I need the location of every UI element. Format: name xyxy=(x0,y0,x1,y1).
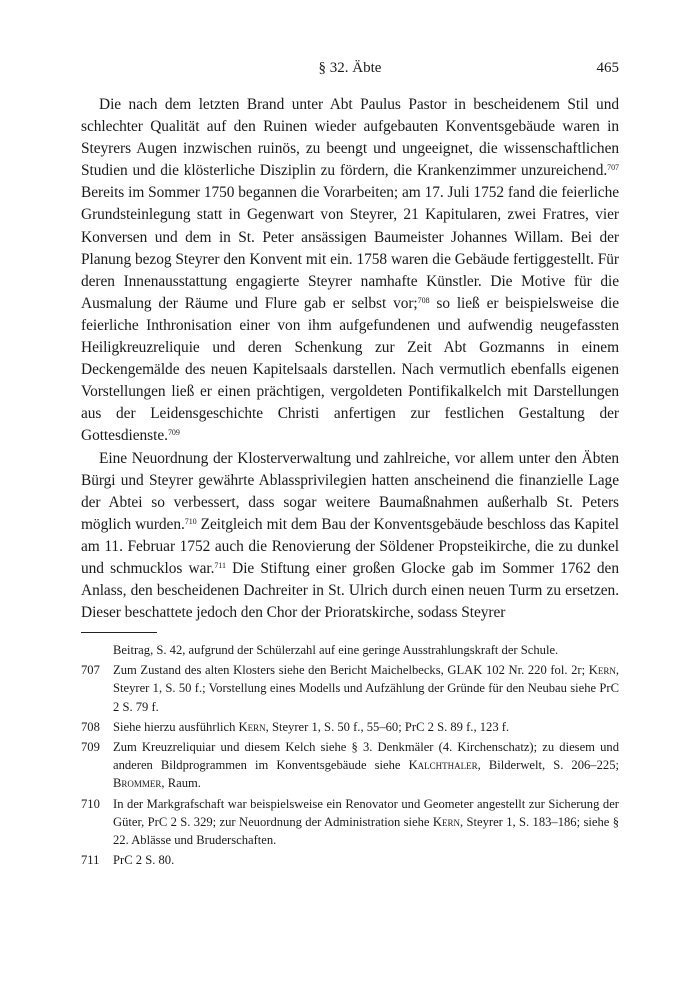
footnote-text: Zum Zustand des alten Klosters siehe den Bericht Maichelbecks, GLAK 102 Nr. 220 fol. 2r; xyxy=(113,663,589,678)
footnote-text: , Bilderwelt, S. 206–225; xyxy=(477,758,619,773)
book-page xyxy=(81,0,619,988)
footnote-ref-708[interactable]: 708 xyxy=(417,295,430,305)
author-name: Kern xyxy=(588,663,616,678)
running-title: § 32. Äbte xyxy=(318,60,382,76)
footnote-ref-711[interactable]: 711 xyxy=(214,560,226,570)
footnote-continued xyxy=(81,641,619,659)
footnote-ref-709[interactable]: 709 xyxy=(167,428,180,438)
paragraph-2 xyxy=(81,448,619,625)
author-name: Brommer xyxy=(113,776,162,791)
body-text xyxy=(81,94,619,624)
paragraph-text: Die Stiftung einer großen Glocke gab im Sommer 1762 den Anlass, den bescheidenen Dachreiter in St. Ulrich durch einen neuen Turm zu ersetzen. Dieser beschattete jedoch den Chor der Prioratskirche, sodass Steyrer xyxy=(81,559,619,622)
footnote-text: In der Markgrafschaft war beispielsweise ein Renovator und Geometer angestellt zur Sicherung der Güter, PrC 2 S. 329; zur Neuordnung der Administration siehe xyxy=(113,796,619,829)
author-name: Kern xyxy=(432,814,460,829)
footnote-text: , Steyrer 1, S. 183–186; siehe § 22. Ablässe und Bruderschaften. xyxy=(113,814,619,848)
footnote-708 xyxy=(81,718,619,736)
footnote-707 xyxy=(81,661,619,716)
footnote-ref-707[interactable]: 707 xyxy=(607,163,619,173)
author-name: Kalchthaler xyxy=(408,758,478,773)
page-number: 465 xyxy=(596,60,619,76)
author-name: Kern xyxy=(238,719,266,734)
footnote-number: 711 xyxy=(81,853,100,868)
footnote-711 xyxy=(81,851,619,869)
footnote-text: Zum Kreuzreliquiar und diesem Kelch siehe § 3. Denkmäler (4. Kirchenschatz); zu diesem und anderen Bildprogrammen im Konventsgebäude siehe xyxy=(113,740,619,773)
footnote-text: , Steyrer 1, S. 50 f., 55–60; PrC 2 S. 89 f., 123 f. xyxy=(265,719,510,734)
footnote-number: 710 xyxy=(81,796,100,811)
footnote-divider xyxy=(81,632,157,633)
footnote-text: , Raum. xyxy=(161,776,201,791)
footnote-text: , Steyrer 1, S. 50 f.; Vorstellung eines Modells und Aufzählung der Gründe für den Neubau siehe PrC 2 S. 79 f. xyxy=(113,663,619,714)
footnotes xyxy=(81,641,619,869)
footnote-text: PrC 2 S. 80. xyxy=(113,853,175,868)
footnote-number: 708 xyxy=(81,719,100,734)
footnote-text: Beitrag, S. 42, aufgrund der Schülerzahl auf eine geringe Ausstrahlungskraft der Schule. xyxy=(113,643,559,657)
footnote-number: 707 xyxy=(81,663,100,678)
footnote-number: 709 xyxy=(81,740,100,755)
paragraph-text: Zeitgleich mit dem Bau der Konventsgebäude beschloss das Kapitel am 11. Februar 1752 auch die Renovierung der Söldener Propsteikirche, die zu dunkel und schmucklos war. xyxy=(81,515,620,577)
paragraph-1 xyxy=(81,94,619,448)
paragraph-text: Bereits im Sommer 1750 begannen die Vorarbeiten; am 17. Juli 1752 fand die feierliche Grundsteinlegung statt in Gegenwart von Steyrer, 21 Kapitularen, zwei Fratres, vier Konversen und dem in St. Peter ansässigen Baumeister Johannes Willam. Bei der Planung bezog Steyrer den Konvent mit ein. 1758 waren die Gebäude fertiggestellt. Für deren Innenausstattung engagierte Steyrer namhafte Künstler. Die Motive für die Ausmalung der Räume und Flure gab er selbst vor; xyxy=(81,184,619,312)
paragraph-text: Die nach dem letzten Brand unter Abt Paulus Pastor in bescheidenem Stil und schlechter Qualität auf den Ruinen wieder aufgebauten Konventsgebäude waren in Steyrers Augen inzwischen ruinös, zu beengt und ungeeignet, die wissenschaftlichen Studien und die klösterliche Disziplin zu fördern, die Krankenzimmer unzureichend. xyxy=(81,96,619,180)
paragraph-text: Eine Neuordnung der Klosterverwaltung und zahlreiche, vor allem unter den Äbten Bürgi und Steyrer gewährte Ablassprivilegien hatten anscheinend die finanzielle Lage der Abtei so verbessert, dass sogar weitere Baumaßnahmen außerhalb St. Peters möglich wurden. xyxy=(81,449,619,533)
running-head xyxy=(81,60,619,82)
footnote-709 xyxy=(81,738,619,793)
footnote-text: Siehe hierzu ausführlich xyxy=(113,719,239,734)
footnote-710 xyxy=(81,795,619,850)
footnote-ref-710[interactable]: 710 xyxy=(184,516,197,526)
paragraph-text: so ließ er beispielsweise die feierliche Inthronisation einer von ihm aufgefundenen und aufwendig neugefassten Heiligkreuzreliquie und deren Schenkung zur Zeit Abt Gozmanns in einem Deckengemälde des neuen Kapitelsaals darstellen. Nach vermutlich ebenfalls eigenen Vorstellungen ließ er einen prächtigen, vergoldeten Pontifikalkelch mit Darstellungen aus der Leidensgeschichte Christi anfertigen zur festlichen Gestaltung der Gottesdienste. xyxy=(81,294,619,445)
